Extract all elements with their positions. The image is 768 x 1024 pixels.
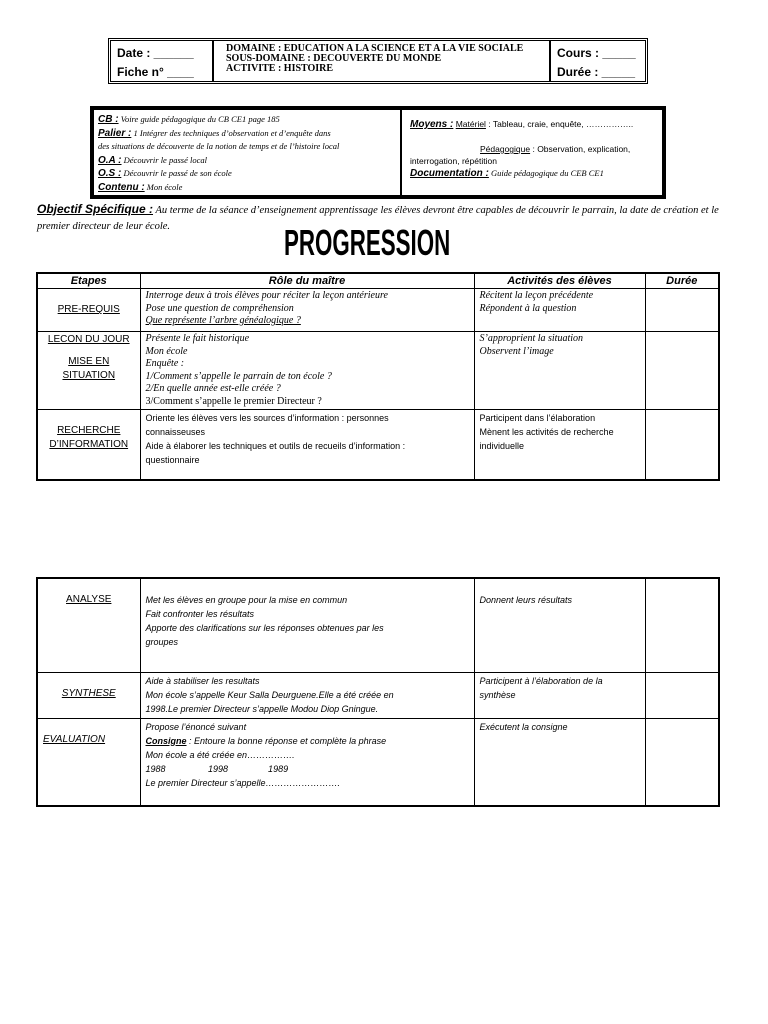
- maitre-line: questionnaire: [145, 455, 200, 465]
- cb-label: CB :: [98, 114, 119, 125]
- date-field: Date : ______: [117, 46, 194, 60]
- header-etapes: Etapes: [37, 273, 140, 289]
- eleves-line: S’approprient la situation: [479, 333, 584, 344]
- domaine-text: DOMAINE : EDUCATION A LA SCIENCE ET A LA VIE SOCIALE: [226, 43, 524, 54]
- consigne-text: : Entoure la bonne réponse et complète la phrase: [186, 735, 387, 746]
- info-left-cell: [94, 110, 402, 195]
- eleves-line: individuelle: [479, 441, 525, 451]
- maitre-line: Enquête :: [145, 358, 185, 369]
- maitre-line: Mon école: [145, 345, 188, 357]
- eleves-line: Exécutent la consigne: [479, 721, 568, 732]
- header-box: [108, 38, 648, 84]
- maitre-cell: [140, 410, 474, 480]
- etape-cell: [37, 672, 140, 718]
- moyens-label: Moyens :: [410, 119, 454, 130]
- duree-cell: [645, 289, 719, 332]
- maitre-line: Aide à élaborer les techniques et outils de recueils d’information :: [145, 441, 406, 451]
- etape-cell: [37, 332, 140, 410]
- maitre-line: Pose une question de compréhension: [145, 302, 294, 314]
- eleves-cell: [474, 718, 645, 806]
- eleves-line: synthèse: [479, 689, 516, 700]
- contenu-text: Mon école: [144, 181, 183, 192]
- palier-text-2: des situations de découverte de la notion de temps et de l’histoire local: [98, 141, 340, 151]
- maitre-line: Met les élèves en groupe pour la mise en commun: [145, 595, 348, 605]
- maitre-line: 1988 1998 1989: [145, 763, 289, 774]
- maitre-cell: [140, 289, 474, 332]
- eleves-cell: [474, 332, 645, 410]
- maitre-line: Aide à stabiliser les resultats: [145, 675, 260, 686]
- eleves-line: Répondent à la question: [479, 302, 577, 314]
- cours-field: Cours : _____: [557, 46, 636, 60]
- maitre-line: groupes: [145, 637, 179, 647]
- progression-table-continued: [36, 577, 720, 807]
- header-date-cell: [111, 41, 214, 81]
- progression-table: [36, 272, 720, 481]
- activite-text: ACTIVITE : HISTOIRE: [226, 63, 334, 74]
- maitre-line: 3/Comment s’appelle le premier Directeur ?: [145, 395, 322, 407]
- palier-label: Palier :: [98, 127, 132, 139]
- maitre-line: Propose l’énoncé suivant: [145, 721, 247, 732]
- pedagogique-text-2: interrogation, répétition: [410, 156, 497, 166]
- etape-spacer: [43, 347, 135, 355]
- header-domain-cell: [214, 41, 551, 81]
- duree-field: Durée : _____: [557, 65, 636, 79]
- fiche-field: Fiche n° ____: [117, 65, 194, 79]
- eleves-line: Participent dans l’élaboration: [479, 413, 596, 423]
- maitre-line: Apporte des clarifications sur les réponses obtenues par les: [145, 623, 384, 633]
- duree-cell: [645, 578, 719, 672]
- maitre-cell: [140, 718, 474, 806]
- etape-label: D’INFORMATION: [49, 439, 129, 450]
- maitre-line: Mon école s’appelle Keur Salla Deurguene.Elle a été créée en: [145, 689, 394, 700]
- maitre-line: Interroge deux à trois élèves pour réciter la leçon antérieure: [145, 290, 388, 301]
- maitre-cell: [140, 672, 474, 718]
- etape-label: LECON DU JOUR: [47, 334, 130, 345]
- info-box: [90, 106, 666, 199]
- etape-label: SYNTHESE: [61, 687, 116, 699]
- maitre-line: 1998.Le premier Directeur s’appelle Modou Diop Gningue.: [145, 703, 379, 714]
- duree-cell: [645, 672, 719, 718]
- table-row: [37, 718, 719, 806]
- etape-label: RECHERCHE: [57, 425, 121, 436]
- eleves-line: Donnent leurs résultats: [479, 595, 573, 605]
- table-row: [37, 672, 719, 718]
- maitre-line: Fait confronter les résultats: [145, 609, 255, 619]
- documentation-text: Guide pédagogique du CEB CE1: [488, 168, 604, 178]
- sous-domaine-text: SOUS-DOMAINE : DECOUVERTE DU MONDE: [226, 53, 442, 64]
- materiel-label: Matériel: [455, 119, 486, 129]
- eleves-line: Récitent la leçon précédente: [479, 290, 594, 301]
- os-label: O.S :: [98, 168, 122, 179]
- materiel-text: : Tableau, craie, enquête, ……………..: [485, 119, 634, 129]
- maitre-line: Présente le fait historique: [145, 333, 250, 344]
- contenu-label: Contenu :: [98, 181, 145, 193]
- eleves-line: Participent à l’élaboration de la: [479, 675, 603, 686]
- page-title: PROGRESSION: [284, 222, 451, 263]
- maitre-line: connaisseuses: [145, 427, 206, 437]
- header-cours-cell: [551, 41, 645, 81]
- duree-cell: [645, 332, 719, 410]
- info-right-cell: [402, 110, 662, 195]
- etape-cell: [37, 718, 140, 806]
- eleves-cell: [474, 410, 645, 480]
- header-activites-eleves: Activités des élèves: [474, 273, 645, 289]
- maitre-line: 1/Comment s’appelle le parrain de ton école ?: [145, 370, 332, 382]
- etape-cell: [37, 578, 140, 672]
- table-row: [37, 410, 719, 480]
- table-row: [37, 332, 719, 410]
- etape-label: ANALYSE: [66, 594, 112, 605]
- etape-label: PRE-REQUIS: [57, 304, 120, 315]
- maitre-line: Oriente les élèves vers les sources d’information : personnes: [145, 413, 389, 423]
- etape-label: MISE EN: [68, 356, 110, 367]
- table-row: [37, 578, 719, 672]
- maitre-cell: [140, 332, 474, 410]
- palier-text: 1 Intégrer des techniques d’observation et d’enquête dans: [131, 127, 331, 138]
- os-text: Découvrir le passé de son école: [121, 168, 232, 178]
- cb-text: Voire guide pédagogique du CB CE1 page 185: [118, 114, 280, 124]
- eleves-line: Observent l’image: [479, 345, 554, 357]
- pedagogique-text: : Observation, explication,: [530, 144, 631, 154]
- duree-cell: [645, 718, 719, 806]
- header-duree: Durée: [645, 273, 719, 289]
- objectif-text: Au terme de la séance d’enseignement apprentissage les élèves devront être capables de découvrir le parrain, la date de création et le premier directeur de leur école.: [37, 205, 719, 232]
- maitre-line: Que représente l’arbre généalogique ?: [145, 315, 301, 326]
- table-row: [37, 289, 719, 332]
- maitre-cell: [140, 578, 474, 672]
- header-role-maitre: Rôle du maître: [140, 273, 474, 289]
- etape-cell: [37, 289, 140, 332]
- eleves-cell: [474, 289, 645, 332]
- pedagogique-label: Pédagogique: [480, 144, 531, 154]
- oa-text: Découvrir le passé local: [121, 154, 207, 165]
- maitre-line: 2/En quelle année est-elle créée ?: [145, 383, 281, 394]
- consigne-label: Consigne: [145, 735, 187, 746]
- eleves-line: Mènent les activités de recherche: [479, 427, 614, 437]
- oa-label: O.A :: [98, 154, 122, 166]
- documentation-label: Documentation :: [410, 168, 489, 179]
- eleves-cell: [474, 672, 645, 718]
- etape-label: SITUATION: [62, 370, 116, 381]
- maitre-line: Le premier Directeur s’appelle…………………….: [145, 777, 341, 788]
- duree-cell: [645, 410, 719, 480]
- etape-label: EVALUATION: [43, 733, 106, 745]
- objectif-label: Objectif Spécifique :: [37, 202, 154, 216]
- eleves-cell: [474, 578, 645, 672]
- table-header-row: [37, 273, 719, 289]
- etape-cell: [37, 410, 140, 480]
- maitre-line: Mon école a été créée en…………….: [145, 749, 295, 760]
